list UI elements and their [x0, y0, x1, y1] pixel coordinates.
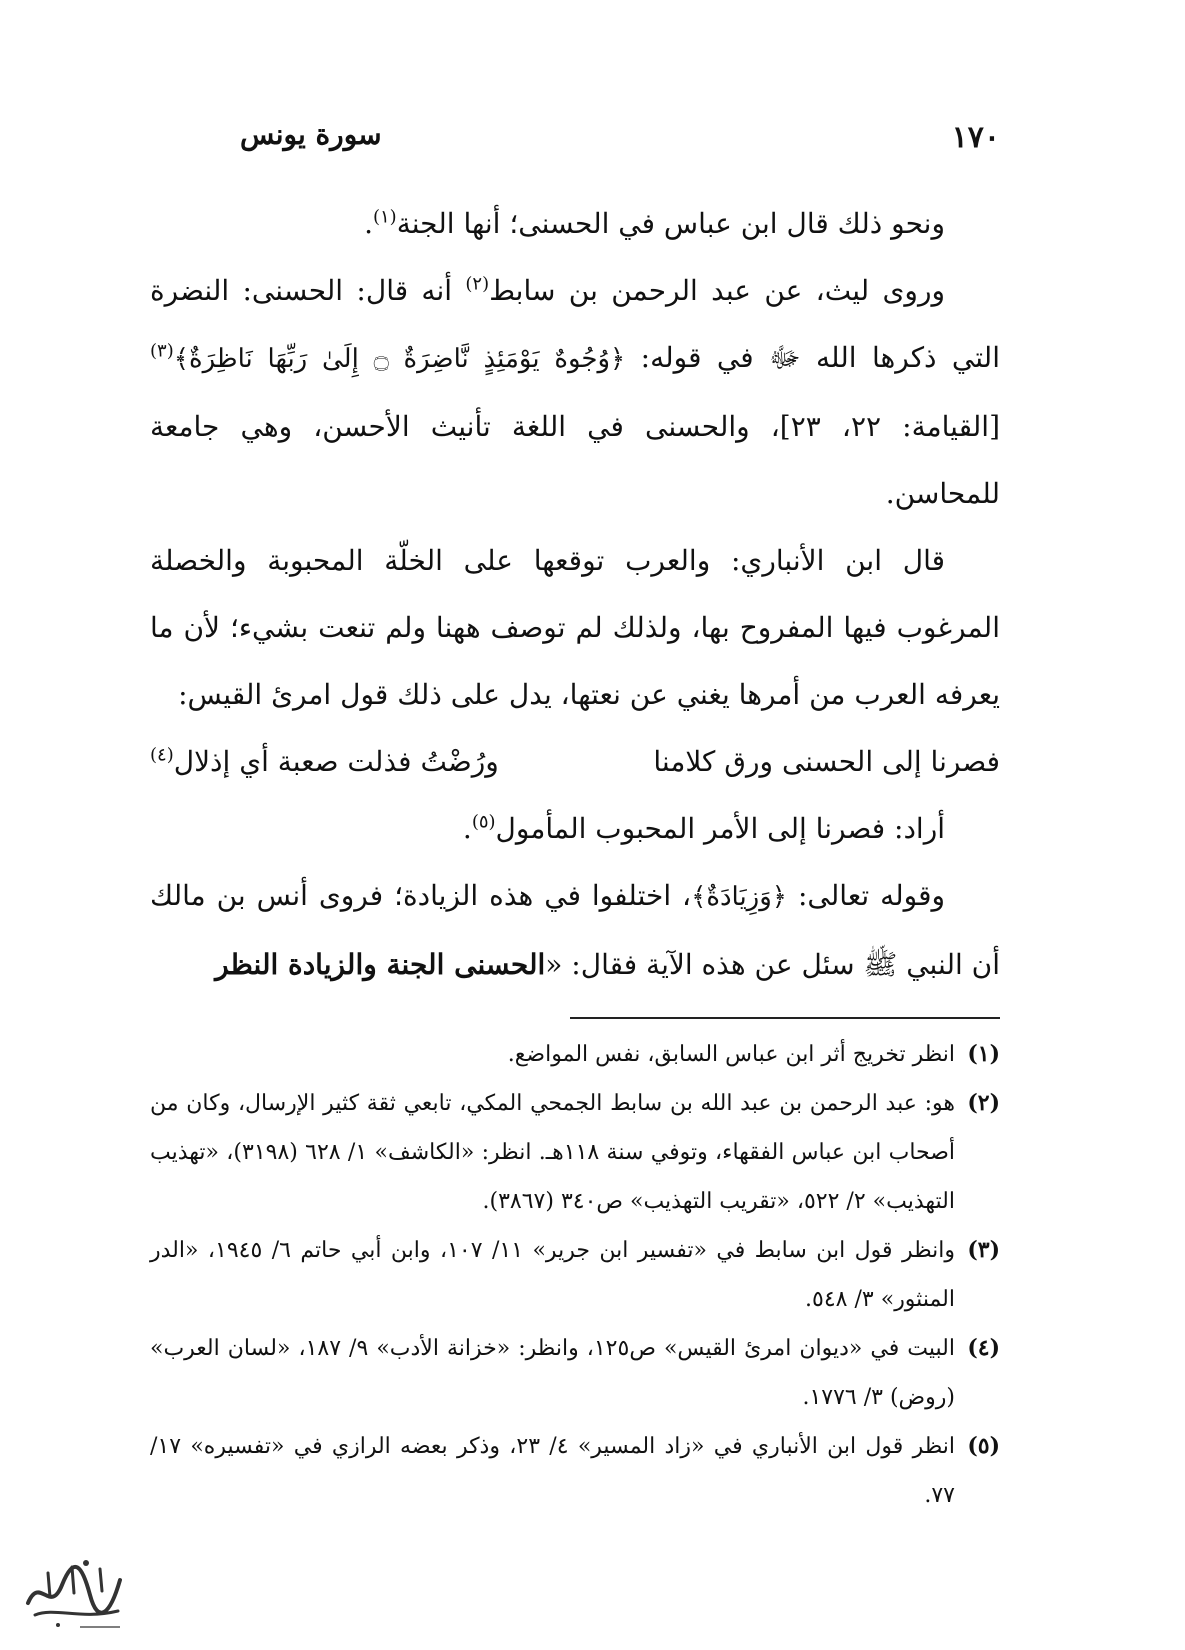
running-title: سورة يونس	[240, 118, 382, 151]
paragraph-5-part-a: وقوله تعالى:	[787, 879, 945, 912]
page-number: ١٧٠	[951, 120, 1000, 155]
paragraph-1-end: .	[364, 207, 373, 240]
footnote-text: البيت في «ديوان امرئ القيس» ص١٢٥، وانظر: «خزانة الأدب» ٩/ ١٨٧، «لسان العرب» (روض) ٣/ ١٧٧٦.	[150, 1336, 955, 1410]
paragraph-4-end: .	[462, 812, 472, 845]
paragraph-5-part-b: ، اختلفوا في هذه الزيادة؛ فروى أنس بن مالك أن النبي ﷺ سئل عن هذه الآية فقال: «	[150, 879, 1000, 981]
quran-verse: ﴿وُجُوهٌ يَوْمَئِذٍ نَّاضِرَةٌ ۝ إِلَىٰ رَبِّهَا نَاظِرَةٌ﴾	[173, 344, 626, 374]
footnote-separator	[570, 1017, 1000, 1019]
footnote-text: وانظر قول ابن سابط في «تفسير ابن جرير» ١١/ ١٠٧، وابن أبي حاتم ٦/ ١٩٤٥، «الدر المنثور» ٣/ ٥٤٨.	[150, 1238, 956, 1312]
footnote-ref-5: (٥)	[471, 811, 496, 833]
footnote-ref-4: (٤)	[150, 744, 174, 766]
footnote-ref-2: (٢)	[465, 273, 490, 295]
footnote-3	[150, 1226, 1000, 1324]
paragraph-2-part-c: [القيامة: ٢٢، ٢٣]، والحسنى في اللغة تأنيث الأحسن، وهي جامعة للمحاسن.	[150, 410, 1001, 510]
hadith-bold-text: الحسنى الجنة والزيادة النظر	[215, 948, 546, 981]
poem-hemistich-1: فصرنا إلى الحسنى ورق كلامنا	[653, 745, 1000, 778]
paragraph-1-text: ونحو ذلك قال ابن عباس في الحسنى؛ أنها الجنة	[396, 207, 945, 240]
main-text	[150, 190, 1000, 998]
footnote-ref-3: (٣)	[150, 340, 174, 362]
paragraph-3: قال ابن الأنباري: والعرب توقعها على الخلّة المحبوبة والخصلة المرغوب فيها المفروح بها، ولذلك لم توصف ههنا ولم تنعت بشيء؛ لأن ما يعرفه العرب من أمرها يغني عن نعتها، يدل على ذلك قول امرئ القيس:	[150, 544, 1000, 711]
footnote-text: انظر تخريج أثر ابن عباس السابق، نفس المواضع.	[507, 1042, 955, 1067]
paragraph-2	[150, 257, 1000, 527]
poem-hemistich-2-wrap	[150, 728, 499, 795]
footnote-number: (٥)	[967, 1433, 1000, 1459]
paragraph-2-part-a: وروى ليث، عن عبد الرحمن بن سابط	[489, 274, 946, 307]
footnote-ref-1: (١)	[372, 206, 397, 228]
calligraphy-seal-logo	[20, 1545, 130, 1635]
paragraph-1	[150, 190, 1000, 257]
footnote-2	[150, 1079, 1000, 1226]
footnote-text: انظر قول ابن الأنباري في «زاد المسير» ٤/ ٢٣، وذكر بعضه الرازي في «تفسيره» ١٧/ ٧٧.	[150, 1434, 956, 1508]
footnote-4	[150, 1324, 1000, 1422]
footnote-number: (٤)	[967, 1335, 1000, 1361]
paragraph-5	[150, 862, 1000, 998]
paragraph-2-part-b: أنه قال: الحسنى: النضرة التي ذكرها الله ﷻ في قوله:	[150, 274, 1000, 374]
footnote-number: (١)	[967, 1041, 1000, 1067]
quran-verse-2: ﴿وَزِيَادَةٌ﴾	[691, 882, 788, 912]
footnote-number: (٣)	[967, 1237, 1000, 1263]
footnote-5	[150, 1422, 1000, 1520]
poem-hemistich-2: ورُضْتُ فذلت صعبة أي إذلال	[173, 745, 499, 778]
footnotes	[150, 1030, 1000, 1520]
paragraph-4-text: أراد: فصرنا إلى الأمر المحبوب المأمول	[495, 812, 945, 845]
footnote-1	[150, 1030, 1000, 1079]
poem-verse	[150, 728, 1000, 795]
footnote-text: هو: عبد الرحمن بن عبد الله بن سابط الجمحي المكي، تابعي ثقة كثير الإرسال، وكان من أصحاب ابن عباس الفقهاء، وتوفي سنة ١١٨هـ. انظر: «الكاشف» ١/ ٦٢٨ (٣١٩٨)، «تهذيب التهذيب» ٢/ ٥٢٢، «تقريب التهذيب» ص٣٤٠ (٣٨٦٧).	[150, 1091, 956, 1214]
footnote-number: (٢)	[967, 1090, 1000, 1116]
page-header	[160, 118, 1000, 158]
paragraph-4	[150, 795, 1000, 862]
